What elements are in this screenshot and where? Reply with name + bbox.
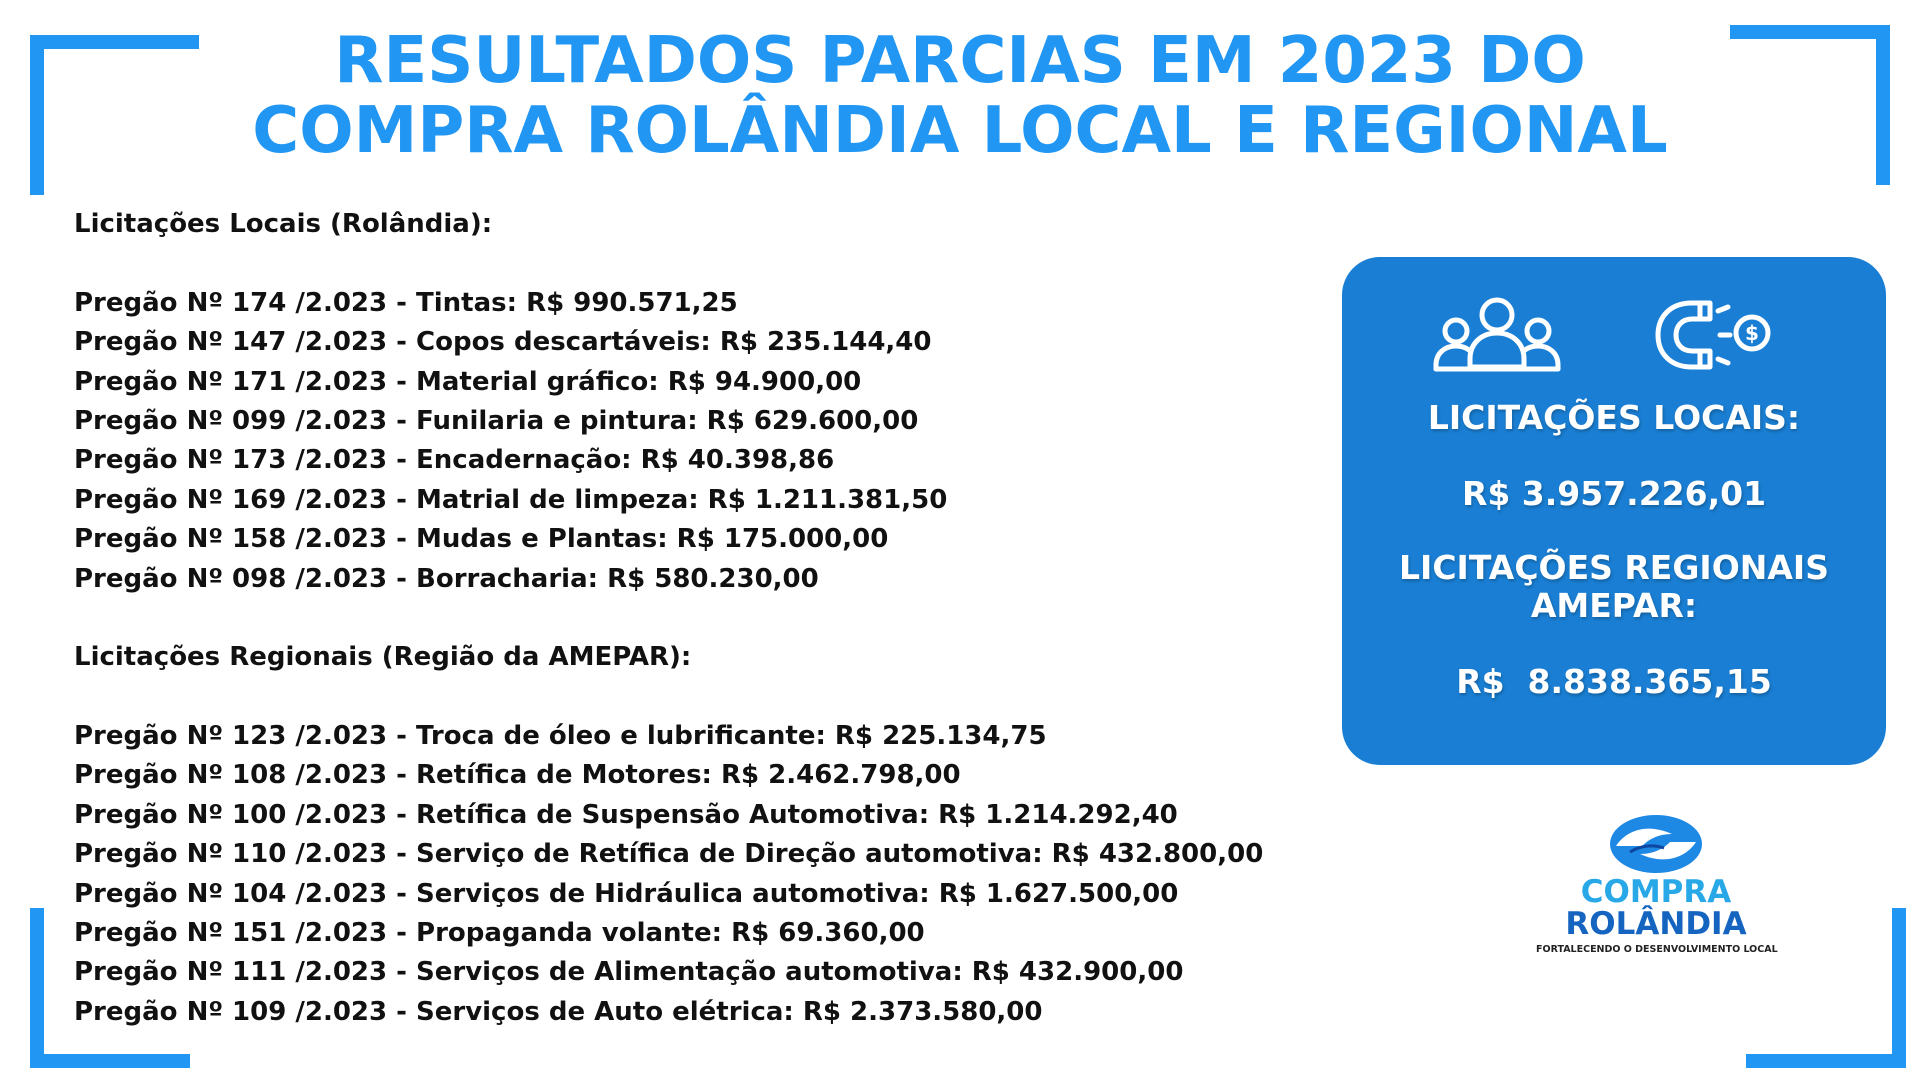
local-item: Pregão Nº 158 /2.023 - Mudas e Plantas: R$ 175.000,00 [74,524,889,555]
logo-tagline: FORTALECENDO O DESENVOLVIMENTO LOCAL [1536,944,1778,955]
regional-item: Pregão Nº 108 /2.023 - Retífica de Motores: R$ 2.462.798,00 [74,760,961,791]
tender-list [74,205,1324,1032]
page-title [0,26,1920,166]
summary-box [1342,257,1886,765]
local-item: Pregão Nº 174 /2.023 - Tintas: R$ 990.571,25 [74,287,738,318]
local-total-label: LICITAÇÕES LOCAIS: [1427,398,1801,437]
local-item: Pregão Nº 147 /2.023 - Copos descartáveis: R$ 235.144,40 [74,327,932,358]
regional-item: Pregão Nº 110 /2.023 - Serviço de Retífica de Direção automotiva: R$ 432.800,00 [74,839,1264,870]
logo-text-compra: COMPRA [1580,874,1732,910]
spacer [74,599,1324,638]
regional-item: Pregão Nº 109 /2.023 - Serviços de Auto elétrica: R$ 2.373.580,00 [74,996,1043,1027]
local-item: Pregão Nº 173 /2.023 - Encadernação: R$ 40.398,86 [74,445,835,476]
regional-heading: Licitações Regionais (Região da AMEPAR): [74,642,692,673]
compra-rolandia-logo [1536,812,1776,972]
local-item: Pregão Nº 098 /2.023 - Borracharia: R$ 580.230,00 [74,563,819,594]
spacer [74,678,1324,717]
regional-item: Pregão Nº 151 /2.023 - Propaganda volante: R$ 69.360,00 [74,918,925,949]
local-heading: Licitações Locais (Rolândia): [74,209,493,239]
local-item: Pregão Nº 171 /2.023 - Material gráfico: R$ 94.900,00 [74,366,862,397]
local-total-value: R$ 3.957.226,01 [1461,474,1767,513]
title-line-2: COMPRA ROLÂNDIA LOCAL E REGIONAL [252,94,1668,168]
regional-item: Pregão Nº 123 /2.023 - Troca de óleo e lubrificante: R$ 225.134,75 [74,721,1047,752]
regional-item: Pregão Nº 111 /2.023 - Serviços de Alimentação automotiva: R$ 432.900,00 [74,957,1184,988]
svg-text:$: $ [1745,321,1759,345]
local-item: Pregão Nº 099 /2.023 - Funilaria e pintura: R$ 629.600,00 [74,405,919,436]
logo-text-rolandia: ROLÂNDIA [1565,906,1747,942]
summary-icons [1342,295,1886,375]
regional-total-label-line-1: LICITAÇÕES REGIONAIS [1399,548,1829,587]
regional-total-label [1342,549,1886,625]
regional-total-value: R$ 8.838.365,15 [1456,662,1772,701]
magnet-money-icon [1652,295,1772,375]
regional-item: Pregão Nº 100 /2.023 - Retífica de Suspensão Automotiva: R$ 1.214.292,40 [74,799,1178,830]
spacer [74,244,1324,283]
title-line-1: RESULTADOS PARCIAS EM 2023 DO [334,24,1586,98]
regional-total-label-line-2: AMEPAR: [1530,586,1698,625]
local-item: Pregão Nº 169 /2.023 - Matrial de limpeza: R$ 1.211.381,50 [74,484,948,515]
regional-item: Pregão Nº 104 /2.023 - Serviços de Hidráulica automotiva: R$ 1.627.500,00 [74,878,1179,909]
hands-logo-icon [1606,812,1706,876]
people-group-icon [1432,295,1562,375]
